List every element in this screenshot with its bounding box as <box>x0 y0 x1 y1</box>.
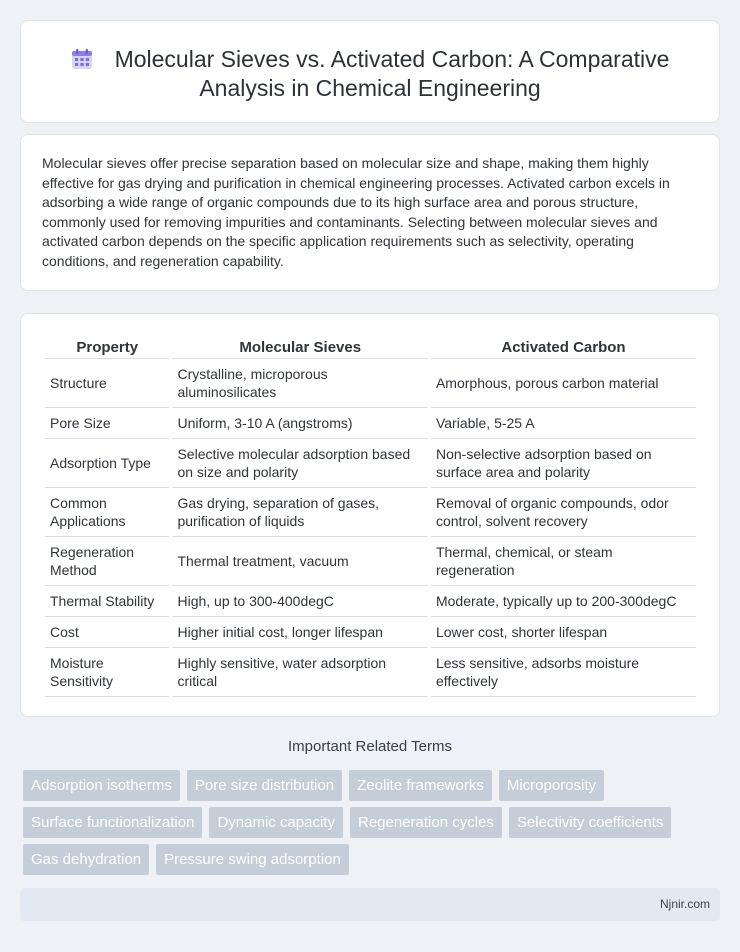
table-header-row <box>45 333 696 359</box>
table-row <box>45 359 696 408</box>
intro-card <box>20 134 720 291</box>
table-row <box>45 586 696 617</box>
header-activated-carbon: Activated Carbon <box>431 333 696 359</box>
cell-property: Thermal Stability <box>45 586 169 617</box>
comparison-table <box>42 333 699 697</box>
cell-property: Pore Size <box>45 408 169 439</box>
title-card <box>20 20 720 123</box>
cell-molecular-sieves: Crystalline, microporous aluminosilicates <box>172 359 428 408</box>
header-molecular-sieves: Molecular Sieves <box>172 333 428 359</box>
cell-molecular-sieves: Selective molecular adsorption based on size and polarity <box>172 439 428 488</box>
intro-paragraph: Molecular sieves offer precise separation based on molecular size and shape, making them highly effective for gas drying and purification in chemical engineering processes. Activated carbon excels in adsorbing a wide range of organic compounds due to its high surface area and porous structure, commonly used for removing impurities and contaminants. Selecting between molecular sieves and activated carbon depends on the specific application requirements such as selectivity, operating conditions, and regeneration capability. <box>42 155 670 269</box>
cell-property: Moisture Sensitivity <box>45 648 169 697</box>
comparison-table-card <box>20 313 720 717</box>
cell-property: Common Applications <box>45 488 169 537</box>
table-row <box>45 439 696 488</box>
cell-activated-carbon: Lower cost, shorter lifespan <box>431 617 696 648</box>
cell-molecular-sieves: Higher initial cost, longer lifespan <box>172 617 428 648</box>
term-tag[interactable]: Adsorption isotherms <box>23 770 180 801</box>
cell-activated-carbon: Non-selective adsorption based on surface area and polarity <box>431 439 696 488</box>
page-title <box>21 45 719 103</box>
term-tag[interactable]: Microporosity <box>499 770 604 801</box>
term-tag[interactable]: Pore size distribution <box>187 770 342 801</box>
term-tag[interactable]: Pressure swing adsorption <box>156 844 349 875</box>
cell-property: Regeneration Method <box>45 537 169 586</box>
cell-activated-carbon: Less sensitive, adsorbs moisture effectively <box>431 648 696 697</box>
cell-property: Cost <box>45 617 169 648</box>
cell-property: Adsorption Type <box>45 439 169 488</box>
cell-activated-carbon: Moderate, typically up to 200-300degC <box>431 586 696 617</box>
cell-molecular-sieves: High, up to 300-400degC <box>172 586 428 617</box>
cell-molecular-sieves: Highly sensitive, water adsorption critical <box>172 648 428 697</box>
cell-molecular-sieves: Gas drying, separation of gases, purification of liquids <box>172 488 428 537</box>
title-line-2: Analysis in Chemical Engineering <box>199 75 541 101</box>
term-tag[interactable]: Selectivity coefficients <box>509 807 671 838</box>
cell-property: Structure <box>45 359 169 408</box>
term-tag[interactable]: Zeolite frameworks <box>349 770 492 801</box>
header-property: Property <box>45 333 169 359</box>
cell-activated-carbon: Amorphous, porous carbon material <box>431 359 696 408</box>
table-row <box>45 537 696 586</box>
cell-molecular-sieves: Uniform, 3-10 A (angstroms) <box>172 408 428 439</box>
cell-activated-carbon: Removal of organic compounds, odor control, solvent recovery <box>431 488 696 537</box>
table-row <box>45 617 696 648</box>
calendar-grid-icon <box>71 48 93 70</box>
cell-activated-carbon: Variable, 5-25 A <box>431 408 696 439</box>
term-tag[interactable]: Regeneration cycles <box>350 807 502 838</box>
table-row <box>45 408 696 439</box>
table-row <box>45 488 696 537</box>
cell-activated-carbon: Thermal, chemical, or steam regeneration <box>431 537 696 586</box>
footer <box>20 888 720 921</box>
title-line-1: Molecular Sieves vs. Activated Carbon: A Comparative <box>114 46 670 72</box>
term-tag[interactable]: Surface functionalization <box>23 807 202 838</box>
related-terms-list <box>23 770 723 881</box>
term-tag[interactable]: Gas dehydration <box>23 844 149 875</box>
related-terms-title: Important Related Terms <box>288 738 452 755</box>
cell-molecular-sieves: Thermal treatment, vacuum <box>172 537 428 586</box>
table-row <box>45 648 696 697</box>
footer-site[interactable]: Njnir.com <box>659 897 710 911</box>
term-tag[interactable]: Dynamic capacity <box>209 807 343 838</box>
